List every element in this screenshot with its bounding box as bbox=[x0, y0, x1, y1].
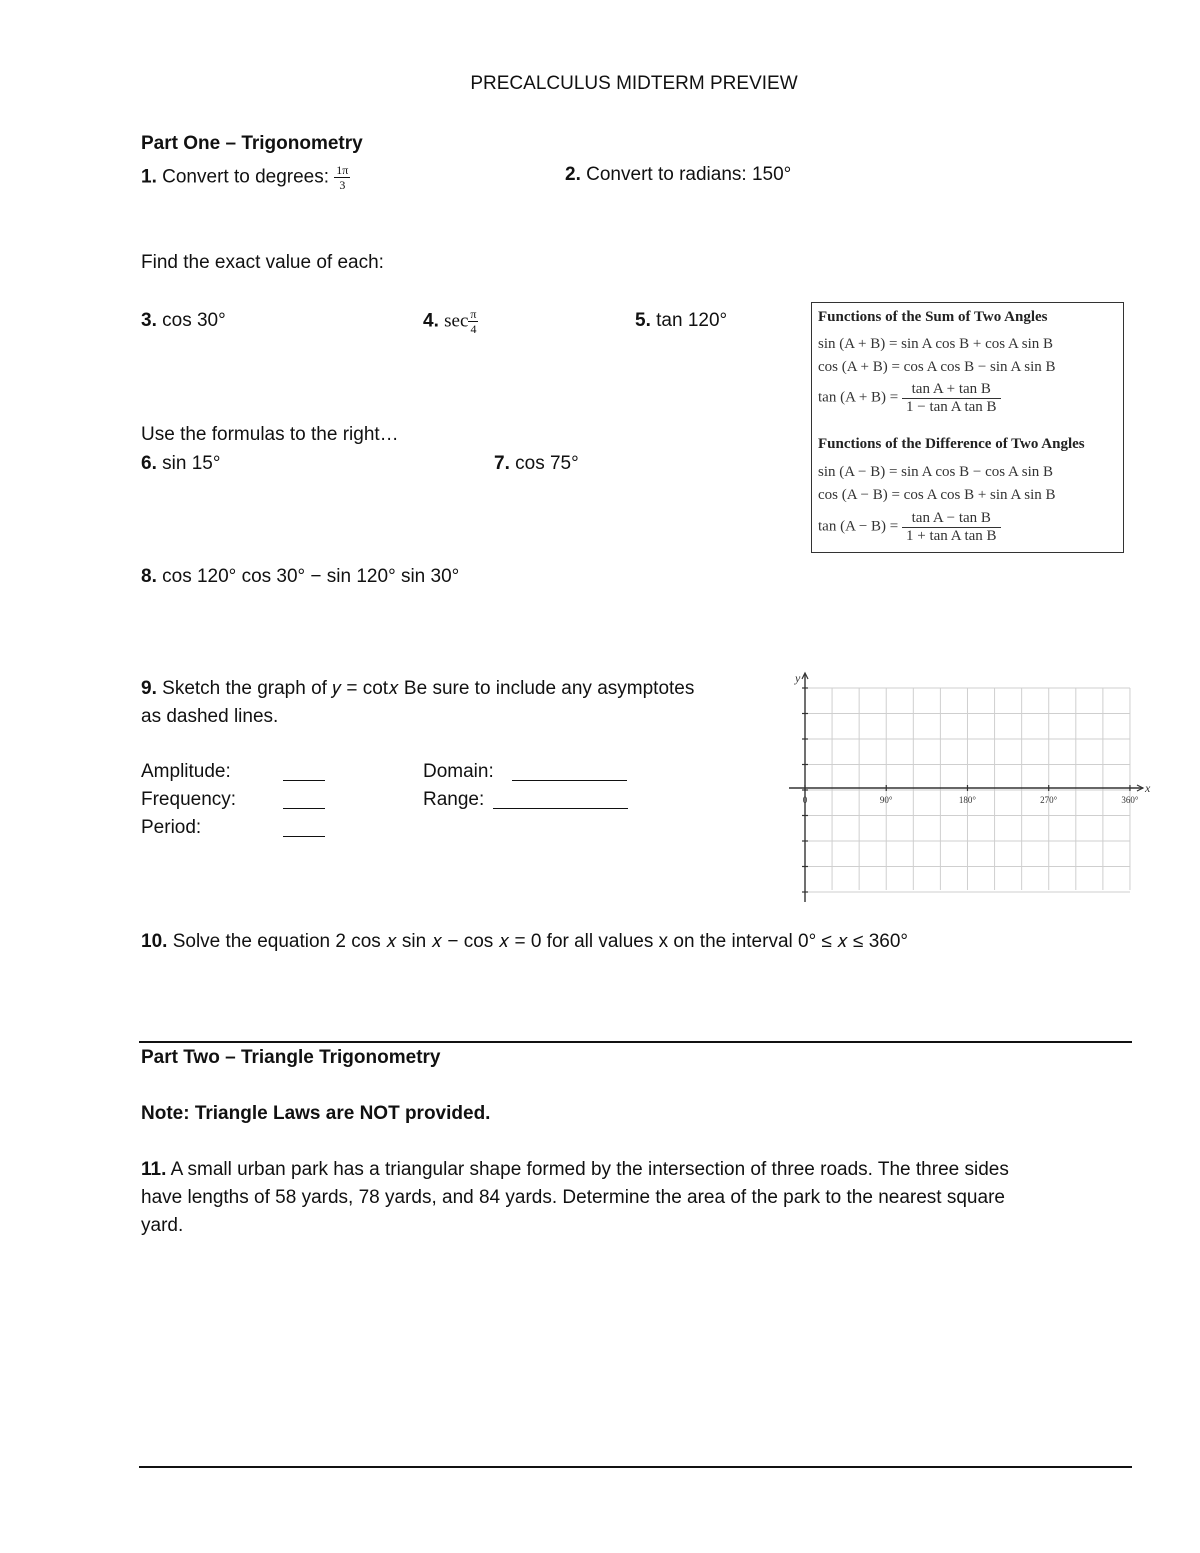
tan-sum-fraction bbox=[902, 381, 1001, 415]
question-text: cos 75° bbox=[515, 453, 579, 474]
question-6 bbox=[141, 453, 220, 475]
part-two-heading: Part Two – Triangle Trigonometry bbox=[141, 1047, 441, 1068]
question-text: sin 15° bbox=[162, 453, 221, 474]
fraction-denominator: 4 bbox=[470, 322, 477, 336]
question-number: 7. bbox=[494, 453, 510, 474]
question-1 bbox=[141, 164, 350, 191]
fraction-denominator: 3 bbox=[339, 178, 346, 192]
tan-difference-fraction bbox=[902, 510, 1001, 544]
question-text: cos 120° cos 30° − sin 120° sin 30° bbox=[162, 566, 460, 587]
question-text: cos 30° bbox=[162, 310, 226, 331]
question-7 bbox=[494, 453, 579, 475]
period-blank[interactable] bbox=[283, 835, 325, 837]
tan-sum-numerator: tan A + tan B bbox=[902, 381, 1001, 399]
range-blank[interactable] bbox=[493, 807, 628, 809]
fraction-numerator: 1π bbox=[336, 163, 349, 177]
part-one-heading: Part One – Trigonometry bbox=[141, 133, 363, 154]
question-11-line-2: have lengths of 58 yards, 78 yards, and 84 yards. Determine the area of the park to the nearest square bbox=[141, 1187, 1005, 1208]
triangle-laws-note: Note: Triangle Laws are NOT provided. bbox=[141, 1103, 491, 1124]
formulas-instruction: Use the formulas to the right… bbox=[141, 424, 399, 445]
exact-value-instruction: Find the exact value of each: bbox=[141, 252, 384, 273]
cos-difference-formula: cos (A − B) = cos A cos B + sin A sin B bbox=[818, 487, 1056, 503]
axes bbox=[789, 673, 1143, 902]
frequency-blank[interactable] bbox=[283, 807, 325, 809]
x-tick-label: 180° bbox=[958, 795, 977, 805]
question-text: tan 120° bbox=[656, 310, 728, 331]
formula-box bbox=[811, 302, 1124, 553]
question-8 bbox=[141, 566, 459, 588]
x-tick-labels bbox=[803, 795, 1139, 805]
question-number: 4. bbox=[423, 310, 439, 332]
question-11 bbox=[141, 1159, 1009, 1181]
fraction-numerator: π bbox=[470, 307, 477, 321]
section-divider bbox=[139, 1041, 1132, 1043]
question-9 bbox=[141, 678, 694, 700]
tan-difference-denominator: 1 + tan A tan B bbox=[906, 527, 997, 544]
question-text-line-1: A small urban park has a triangular shape formed by the intersection of three roads. The three sides bbox=[170, 1159, 1009, 1180]
question-text: Convert to degrees: bbox=[162, 166, 330, 188]
question-number: 1. bbox=[141, 166, 157, 188]
question-number: 11. bbox=[141, 1159, 167, 1180]
tan-difference-lhs: tan (A − B) = bbox=[818, 518, 899, 535]
frequency-label: Frequency: bbox=[141, 789, 237, 810]
question-4 bbox=[423, 308, 478, 335]
question-number: 6. bbox=[141, 453, 157, 474]
sum-heading: Functions of the Sum of Two Angles bbox=[818, 309, 1048, 325]
tan-sum-denominator: 1 − tan A tan B bbox=[906, 398, 997, 415]
question-3 bbox=[141, 310, 226, 332]
x-axis-label: x bbox=[1145, 781, 1151, 795]
domain-blank[interactable] bbox=[512, 779, 627, 781]
question-number: 5. bbox=[635, 310, 651, 331]
tan-difference-numerator: tan A − tan B bbox=[902, 510, 1001, 528]
graph-grid[interactable] bbox=[785, 668, 1165, 908]
bottom-rule bbox=[139, 1466, 1132, 1468]
x-tick-label: 0 bbox=[802, 795, 808, 805]
question-11-line-3: yard. bbox=[141, 1215, 184, 1236]
x-tick-label: 90° bbox=[879, 795, 893, 805]
range-label: Range: bbox=[423, 789, 485, 810]
domain-label: Domain: bbox=[423, 761, 494, 782]
x-tick-label: 360° bbox=[1121, 795, 1139, 805]
difference-heading: Functions of the Difference of Two Angles bbox=[818, 436, 1085, 452]
question-number: 10. bbox=[141, 931, 168, 952]
question-text: sec bbox=[444, 310, 469, 332]
page-title: PRECALCULUS MIDTERM PREVIEW bbox=[470, 73, 798, 94]
period-label: Period: bbox=[141, 817, 202, 838]
tan-sum-lhs: tan (A + B) = bbox=[818, 389, 899, 406]
question-number: 8. bbox=[141, 566, 157, 587]
fraction bbox=[334, 164, 350, 191]
amplitude-label: Amplitude: bbox=[141, 761, 231, 782]
question-text: Solve the equation 2 cos 𝑥 sin 𝑥 − cos 𝑥 = 0 for all values x on the interval 0° ≤ 𝑥 ≤ 360° bbox=[172, 931, 909, 952]
amplitude-blank[interactable] bbox=[283, 779, 325, 781]
question-number: 2. bbox=[565, 164, 581, 185]
fraction bbox=[468, 308, 478, 335]
sin-difference-formula: sin (A − B) = sin A cos B − cos A sin B bbox=[818, 464, 1053, 480]
question-10 bbox=[141, 931, 908, 953]
y-axis-label: y bbox=[795, 671, 801, 685]
question-number: 3. bbox=[141, 310, 157, 331]
question-number: 9. bbox=[141, 678, 157, 699]
question-9-continuation: as dashed lines. bbox=[141, 706, 279, 727]
tan-sum-formula bbox=[818, 381, 1001, 415]
question-5 bbox=[635, 310, 727, 332]
question-text: Convert to radians: 150° bbox=[586, 164, 792, 185]
x-tick-label: 270° bbox=[1040, 795, 1058, 805]
sin-sum-formula: sin (A + B) = sin A cos B + cos A sin B bbox=[818, 336, 1053, 352]
tan-difference-formula bbox=[818, 510, 1001, 544]
question-2 bbox=[565, 164, 791, 186]
cos-sum-formula: cos (A + B) = cos A cos B − sin A sin B bbox=[818, 359, 1056, 375]
question-text: Sketch the graph of 𝑦 = cot𝑥 Be sure to include any asymptotes bbox=[162, 678, 695, 699]
